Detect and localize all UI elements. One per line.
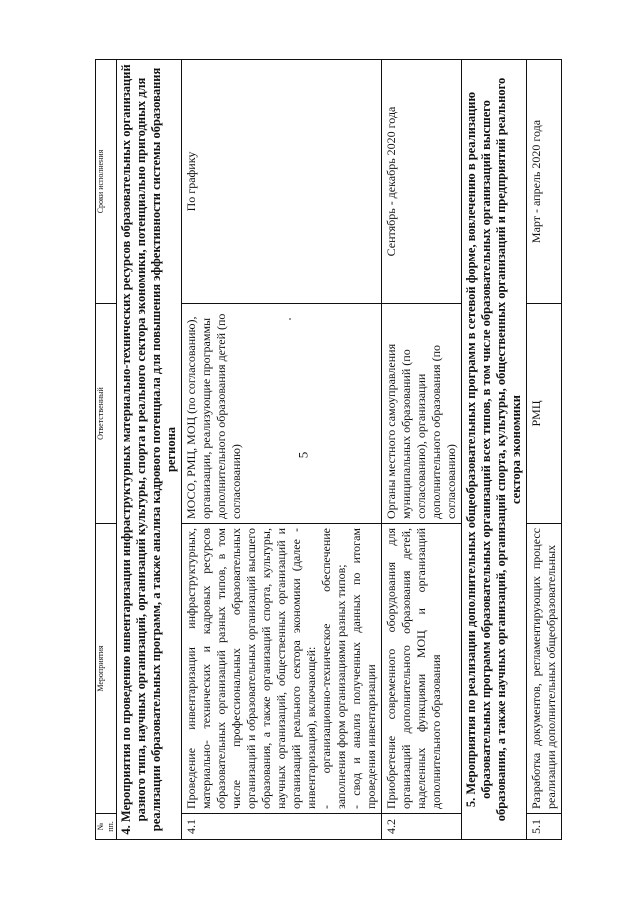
section-5-row [462,60,527,840]
header-responsible: Ответственный [96,304,117,524]
section-4-title: 4. Мероприятия по проведению инвентаризации инфраструктурных материально-технических ресурсов образовательных организаций разного типа, научных организаций, организаций культуры, спорта и реального сектора экономики, потенциально пригодных для реализации образовательных программ, а также анализа кадрового потенциала для повышения эффективности системы образования региона [117,60,182,840]
event-subitem: - организационно-техническое обеспечение заполнения форм организациями разных типов; [319,528,348,809]
event-cell [182,524,382,814]
section-5-title: 5. Мероприятия по реализации дополнительных общеобразовательных программ в сетевой форме, вовлечению в реализацию образовательных программ образовательных организаций всех типов, в том числе образовательных организаций высшего образования, а также научных организаций, организаций спорта, культуры, общественных организаций и предприятий реального сектора экономики [462,60,527,840]
header-event: Мероприятия [96,524,117,814]
row-number: 4.1 [182,814,382,840]
deadline-cell: Март - апрель 2020 года [527,60,562,304]
table-row [382,60,462,840]
header-row [96,60,117,840]
event-text: Проведение инвентаризации инфраструктурных, материально- технических и кадровых ресурсов образовательных организаций разных типов, в том числе профессиональных образовательных организаций и образовательных организаций высшего образования, а также организаций спорта, культуры, научных организаций, общественных организаций и организаций реального сектора экономики (далее - инвентаризация), включающей: [184,528,318,809]
event-cell: Разработка документов, регламентирующих процесс реализации дополнительных общеобразовательных [527,524,562,814]
plan-table [95,59,562,840]
table-row [182,60,382,840]
page-number: 5 [295,451,311,459]
deadline-cell: По графику [182,60,382,304]
event-subitem: - свод и анализ полученных данных по итогам проведения инвентаризации [349,528,378,809]
responsible-cell: РМЦ [527,304,562,524]
deadline-cell: Сентябрь - декабрь 2020 года [382,60,462,304]
row-number: 5.1 [527,814,562,840]
row-number: 4.2 [382,814,462,840]
header-deadline: Сроки исполнения [96,60,117,304]
responsible-cell: Органы местного самоуправления муниципальных образований (по согласованию), организации дополнительного образования (по согласованию) [382,304,462,524]
event-cell: Приобретение современного оборудования для организаций дополнительного образования детей, наделенных функциями МОЦ и организаций дополнительного образования [382,524,462,814]
header-num: № пп. [96,814,117,840]
rotated-page [95,60,595,840]
table-row [527,60,562,840]
section-4-row [117,60,182,840]
responsible-cell: МОСО, РМЦ, МОЦ (по согласованию), организации, реализующие программы дополнительного образования детей (по согласованию) [182,304,382,524]
